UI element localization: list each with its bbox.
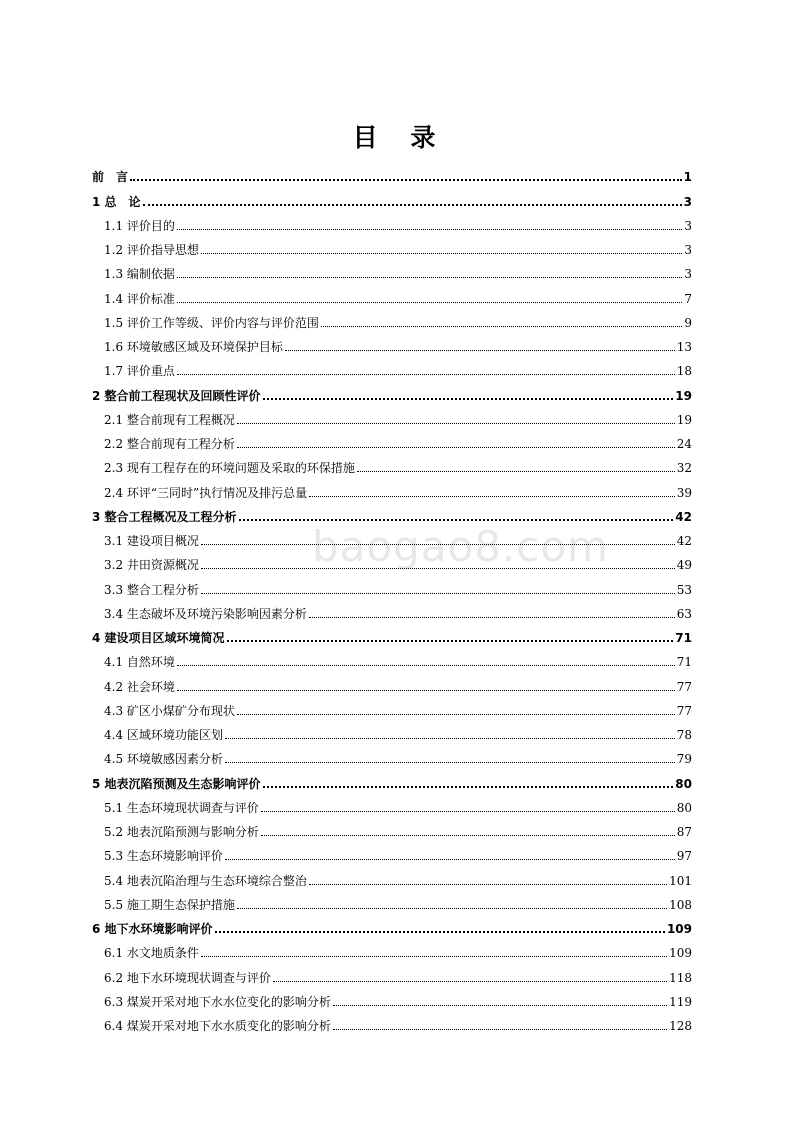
toc-chapter-entry[interactable] — [92, 621, 692, 645]
toc-entry-label: 5 地表沉陷预测及生态影响评价 — [92, 776, 261, 791]
toc-entry-page-number: 71 — [676, 655, 692, 670]
toc-entry-page-number: 109 — [666, 922, 692, 936]
toc-entry-page-number: 71 — [675, 631, 692, 645]
toc-entry-page-number: 77 — [676, 679, 692, 694]
toc-section-entry[interactable] — [92, 548, 692, 572]
toc-entry-label: 2.1 整合前现有工程概况 — [104, 412, 235, 427]
toc-entry-label: 2.2 整合前现有工程分析 — [104, 437, 235, 451]
dot-leader — [215, 930, 665, 933]
table-of-contents — [92, 160, 692, 1033]
toc-entry-page-number: 3 — [684, 243, 692, 257]
toc-entry-page-number: 3 — [683, 194, 692, 209]
dot-leader — [130, 178, 682, 181]
toc-section-entry[interactable] — [92, 839, 692, 863]
toc-entry-page-number: 42 — [676, 534, 692, 548]
watermark: baogao8.com — [312, 522, 609, 571]
dot-leader — [261, 834, 675, 836]
toc-entry-page-number: 13 — [676, 340, 692, 354]
toc-chapter-entry[interactable] — [92, 912, 692, 936]
toc-entry-label: 2.3 现有工程存在的环境问题及采取的环保措施 — [104, 461, 355, 476]
toc-entry-label: 6 地下水环境影响评价 — [92, 922, 213, 936]
toc-chapter-entry[interactable] — [92, 184, 692, 208]
toc-entry-label: 1 总 论 — [92, 194, 141, 209]
dot-leader — [201, 567, 675, 569]
toc-entry-label: 1.6 环境敏感区域及环境保护目标 — [104, 340, 283, 354]
toc-section-entry[interactable] — [92, 694, 692, 718]
dot-leader — [225, 737, 675, 739]
dot-leader — [237, 446, 675, 448]
toc-entry-page-number: 78 — [676, 728, 692, 742]
toc-entry-label: 6.2 地下水环境现状调查与评价 — [104, 970, 271, 985]
toc-entry-page-number: 1 — [683, 170, 692, 185]
toc-entry-label: 5.5 施工期生态保护措施 — [104, 897, 235, 912]
toc-section-entry[interactable] — [92, 427, 692, 451]
dot-leader — [143, 203, 682, 206]
toc-entry-page-number: 19 — [676, 412, 692, 427]
toc-entry-label: 6.3 煤炭开采对地下水水位变化的影响分析 — [104, 994, 331, 1009]
toc-entry-page-number: 80 — [676, 800, 692, 815]
toc-entry-page-number: 32 — [676, 461, 692, 476]
toc-entry-page-number: 128 — [669, 1019, 692, 1033]
dot-leader — [263, 785, 674, 788]
toc-section-entry[interactable] — [92, 669, 692, 693]
dot-leader — [309, 883, 667, 885]
toc-chapter-entry[interactable] — [92, 160, 692, 184]
toc-entry-label: 2.4 环评“三同时”执行情况及排污总量 — [104, 485, 308, 500]
toc-entry-page-number: 80 — [675, 776, 692, 791]
dot-leader — [201, 592, 675, 594]
dot-leader — [321, 325, 682, 327]
toc-entry-label: 4.2 社会环境 — [104, 679, 175, 694]
dot-leader — [177, 689, 675, 691]
toc-entry-label: 1.4 评价标准 — [104, 291, 175, 306]
toc-entry-label: 3.4 生态破坏及环境污染影响因素分析 — [104, 606, 307, 621]
toc-entry-page-number: 9 — [684, 315, 692, 330]
toc-entry-page-number: 63 — [676, 606, 692, 621]
toc-chapter-entry[interactable] — [92, 378, 692, 402]
toc-entry-label: 4.4 区域环境功能区划 — [104, 728, 223, 742]
toc-section-entry[interactable] — [92, 354, 692, 378]
toc-entry-page-number: 97 — [676, 849, 692, 864]
toc-entry-page-number: 7 — [684, 291, 692, 306]
toc-entry-page-number: 119 — [669, 994, 692, 1009]
toc-section-entry[interactable] — [92, 815, 692, 839]
toc-entry-page-number: 3 — [684, 218, 692, 233]
dot-leader — [177, 228, 682, 230]
toc-section-entry[interactable] — [92, 475, 692, 499]
toc-entry-label: 2 整合前工程现状及回顾性评价 — [92, 388, 261, 403]
dot-leader — [201, 543, 675, 545]
toc-entry-label: 3.1 建设项目概况 — [104, 534, 199, 548]
dot-leader — [177, 664, 675, 666]
dot-leader — [201, 955, 667, 957]
toc-entry-page-number: 49 — [676, 558, 692, 573]
dot-leader — [309, 495, 675, 497]
toc-section-entry[interactable] — [92, 524, 692, 548]
dot-leader — [225, 761, 675, 763]
toc-section-entry[interactable] — [92, 257, 692, 281]
dot-leader — [357, 470, 675, 472]
dot-leader — [237, 422, 675, 424]
dot-leader — [285, 349, 675, 351]
toc-entry-label: 3 整合工程概况及工程分析 — [92, 509, 237, 524]
toc-section-entry[interactable] — [92, 1009, 692, 1033]
toc-entry-label: 6.4 煤炭开采对地下水水质变化的影响分析 — [104, 1019, 331, 1033]
dot-leader — [237, 713, 675, 715]
toc-section-entry[interactable] — [92, 936, 692, 960]
toc-entry-label: 前 言 — [92, 170, 129, 185]
toc-entry-label: 4.3 矿区小煤矿分布现状 — [104, 703, 235, 718]
dot-leader — [263, 397, 674, 400]
dot-leader — [225, 858, 675, 860]
toc-section-entry[interactable] — [92, 330, 692, 354]
toc-section-entry[interactable] — [92, 233, 692, 257]
page-title: 目 录 — [352, 123, 448, 152]
dot-leader — [333, 1028, 667, 1030]
toc-section-entry[interactable] — [92, 306, 692, 330]
toc-entry-label: 3.3 整合工程分析 — [104, 582, 199, 597]
toc-section-entry[interactable] — [92, 597, 692, 621]
toc-entry-page-number: 39 — [676, 485, 692, 500]
dot-leader — [239, 518, 674, 521]
toc-entry-page-number: 24 — [676, 437, 692, 451]
toc-entry-label: 5.1 生态环境现状调查与评价 — [104, 800, 259, 815]
toc-entry-label: 6.1 水文地质条件 — [104, 946, 199, 961]
toc-entry-label: 1.7 评价重点 — [104, 364, 175, 379]
toc-entry-page-number: 19 — [675, 388, 692, 403]
toc-entry-page-number: 77 — [676, 703, 692, 718]
toc-entry-label: 1.2 评价指导思想 — [104, 243, 199, 257]
toc-section-entry[interactable] — [92, 403, 692, 427]
toc-entry-label: 3.2 井田资源概况 — [104, 558, 199, 573]
toc-entry-label: 5.2 地表沉陷预测与影响分析 — [104, 825, 259, 839]
toc-entry-label: 4.1 自然环境 — [104, 655, 175, 670]
toc-section-entry[interactable] — [92, 985, 692, 1009]
toc-entry-page-number: 101 — [669, 873, 692, 888]
toc-chapter-entry[interactable] — [92, 766, 692, 790]
dot-leader — [333, 1004, 667, 1006]
toc-entry-label: 5.3 生态环境影响评价 — [104, 849, 223, 864]
toc-entry-page-number: 87 — [676, 825, 692, 839]
toc-entry-page-number: 118 — [669, 970, 692, 985]
dot-leader — [177, 276, 682, 278]
toc-entry-label: 4.5 环境敏感因素分析 — [104, 752, 223, 767]
toc-section-entry[interactable] — [92, 209, 692, 233]
toc-section-entry[interactable] — [92, 742, 692, 766]
dot-leader — [309, 616, 675, 618]
toc-entry-page-number: 42 — [675, 509, 692, 524]
toc-section-entry[interactable] — [92, 718, 692, 742]
toc-section-entry[interactable] — [92, 451, 692, 475]
toc-entry-page-number: 53 — [676, 582, 692, 597]
toc-entry-label: 1.3 编制依据 — [104, 267, 175, 282]
dot-leader — [273, 980, 667, 982]
toc-section-entry[interactable] — [92, 281, 692, 305]
toc-entry-label: 1.5 评价工作等级、评价内容与评价范围 — [104, 315, 319, 330]
toc-section-entry[interactable] — [92, 863, 692, 887]
toc-entry-page-number: 108 — [669, 897, 692, 912]
dot-leader — [177, 301, 682, 303]
dot-leader — [201, 252, 682, 254]
toc-entry-page-number: 109 — [669, 946, 692, 961]
dot-leader — [177, 373, 675, 375]
dot-leader — [261, 810, 675, 812]
toc-section-entry[interactable] — [92, 645, 692, 669]
toc-entry-label: 1.1 评价目的 — [104, 218, 175, 233]
dot-leader — [237, 907, 667, 909]
toc-section-entry[interactable] — [92, 791, 692, 815]
toc-section-entry[interactable] — [92, 572, 692, 596]
toc-entry-label: 4 建设项目区域环境简况 — [92, 631, 225, 645]
toc-entry-page-number: 3 — [684, 267, 692, 282]
toc-chapter-entry[interactable] — [92, 500, 692, 524]
toc-entry-page-number: 18 — [676, 364, 692, 379]
toc-entry-page-number: 79 — [676, 752, 692, 767]
dot-leader — [227, 639, 674, 642]
toc-entry-label: 5.4 地表沉陷治理与生态环境综合整治 — [104, 873, 307, 888]
toc-section-entry[interactable] — [92, 888, 692, 912]
toc-section-entry[interactable] — [92, 960, 692, 984]
